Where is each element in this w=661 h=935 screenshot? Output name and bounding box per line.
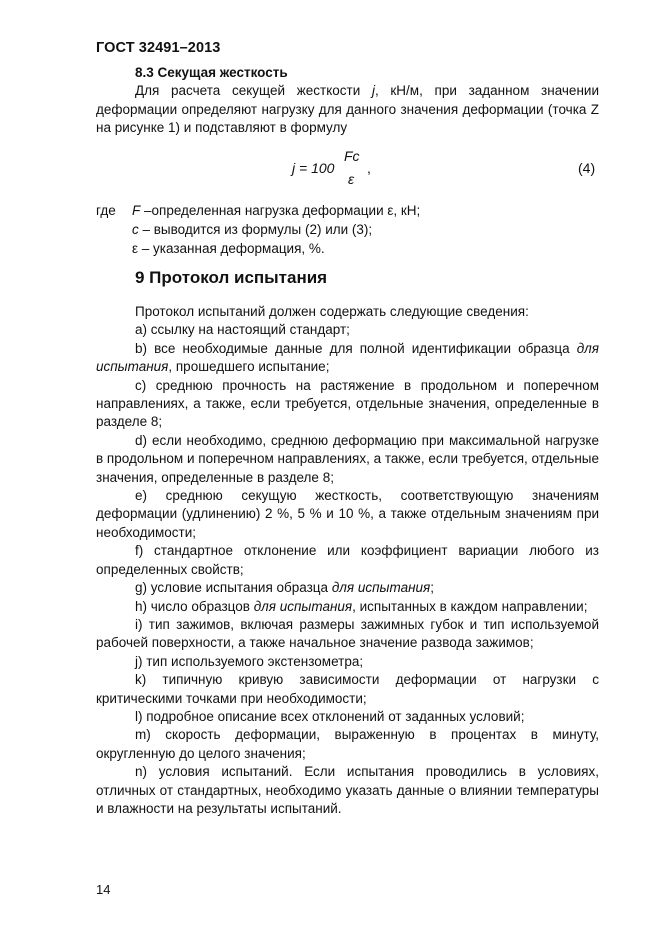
list-item-j: j) тип используемого экстензометра; — [135, 653, 364, 669]
paragraph-text: Для расчета секущей жесткости — [135, 83, 372, 98]
formula-numerator: Fc — [344, 148, 360, 164]
list-item-f: f) стандартное отклонение или коэффициент вариации любого из определенных свойств; — [96, 543, 599, 577]
list-item-a: а) ссылку на настоящий стандарт; — [135, 322, 350, 338]
variable-j: j — [371, 83, 375, 98]
item-emphasis: для испытания — [331, 580, 431, 596]
definition-desc: –определенная нагрузка деформации ε, кН; — [140, 203, 421, 218]
list-item-i: i) тип зажимов, включая размеры зажимных губок и тип используемой рабочей поверхности, а также начальное значение развода зажимов; — [96, 616, 599, 651]
item-emphasis: для испытания — [96, 340, 599, 375]
definition-text — [132, 202, 420, 221]
equation-number: (4) — [578, 160, 596, 176]
list-item-c: с) среднюю прочность на растяжение в продольном и поперечном направлениях, а также, если требуется, отдельные значения, определенные в разделе 8; — [96, 377, 599, 430]
definition-text — [132, 221, 372, 240]
list-item-k: k) типичную кривую зависимости деформации от нагрузки с критическими точками при необходимости; — [96, 672, 599, 706]
definition-desc: – выводится из формулы (2) или (3); — [138, 222, 373, 237]
item-emphasis: для испытания — [253, 598, 353, 614]
section-8-3-title: 8.3 Секущая жесткость — [135, 65, 288, 80]
definition-symbol: F — [132, 203, 141, 218]
formula-comma: , — [367, 160, 371, 176]
where-label: где — [96, 203, 116, 218]
page-number: 14 — [96, 882, 111, 897]
definition-desc: – указанная деформация, %. — [138, 241, 325, 256]
list-item-e: е) среднюю секущую жесткость, соответствующую значениям деформации (удлинению) 2 %, 5 % и 10 %, а также отдельным значениям при необходимости; — [96, 488, 599, 540]
section-9-title: 9 Протокол испытания — [135, 268, 328, 287]
definition-symbol: ε — [132, 241, 139, 256]
definition-row — [96, 240, 599, 259]
paragraph-text: , кН/м, при заданном значении деформации определяют нагрузку для данного значения деформации (точка Z на рисунке 1) и подставляют в формулу — [96, 83, 599, 135]
item-text: , прошедшего испытание; — [168, 359, 330, 375]
standard-header: ГОСТ 32491–2013 — [96, 40, 221, 56]
list-item-n: n) условия испытаний. Если испытания проводились в условиях, отличных от стандартных, необходимо указать данные о влиянии температуры и влажности на результаты испытаний. — [96, 764, 599, 816]
section-8-3-paragraph — [96, 82, 599, 138]
definition-symbol: c — [132, 222, 139, 237]
item-text: , испытанных в каждом направлении; — [352, 598, 588, 614]
formula-lhs: j = 100 — [292, 160, 335, 176]
list-item-l: l) подробное описание всех отклонений от заданных условий; — [135, 708, 525, 724]
definition-text — [132, 240, 325, 259]
item-text: g) условие испытания образца — [135, 580, 332, 596]
list-item-b — [96, 340, 599, 377]
item-text: h) число образцов — [135, 598, 254, 614]
list-item-m: m) скорость деформации, выраженную в процентах в минуту, округленную до целого значения; — [96, 727, 599, 761]
variable-definitions — [96, 202, 599, 259]
definition-row — [96, 221, 599, 240]
formula-4 — [288, 148, 398, 192]
list-item-d: d) если необходимо, среднюю деформацию при максимальной нагрузке в продольном и поперечном направлениях, а также, если требуется, отдельные значения, определенные в разделе 8; — [96, 432, 599, 485]
protocol-intro: Протокол испытаний должен содержать следующие сведения: — [135, 304, 529, 319]
protocol-list — [96, 303, 599, 818]
list-item-g — [96, 579, 599, 597]
definition-row — [96, 202, 599, 221]
formula-denominator: ε — [348, 171, 355, 187]
list-item-h — [96, 598, 599, 616]
item-text: b) все необходимые данные для полной идентификации образца — [135, 340, 577, 356]
item-text: ; — [430, 580, 434, 596]
